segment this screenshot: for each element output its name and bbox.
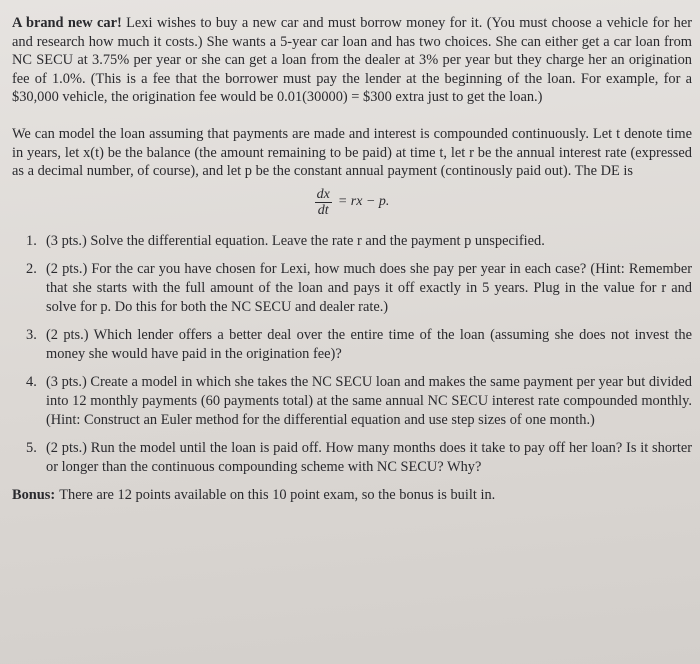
intro-paragraph (12, 14, 692, 107)
question-number: 2. (26, 261, 37, 278)
model-paragraph: We can model the loan assuming that payments are made and interest is compounded continuously. Let t denote time in years, let x(t) be the balance (the amount remaining to be paid) at time t, let r be the annual interest rate (expressed as a decimal number, of course), and let p be the constant annual payment (continously paid out). The DE is (12, 125, 692, 180)
question-item (12, 373, 692, 429)
question-text: (2 pts.) Run the model until the loan is paid off. How many months does it take to pay off her loan? Is it shorter or longer than the continuous compounding scheme with NC SECU? Why? (46, 440, 692, 475)
bonus-paragraph (12, 486, 692, 505)
question-text: (3 pts.) Solve the differential equation. Leave the rate r and the payment p unspecified. (46, 232, 545, 249)
eq-numerator: dx (316, 186, 330, 202)
intro-lead: A brand new car! (12, 15, 122, 31)
question-item (12, 439, 692, 476)
question-text: (3 pts.) Create a model in which she takes the NC SECU loan and makes the same payment per year but divided into 12 monthly payments (60 payments total) at the same annual NC SECU interest rate compounded monthly. (Hint: Construct an Euler method for the differential equation and use step sizes of one month.) (46, 374, 692, 428)
question-list (12, 232, 692, 477)
question-item (12, 260, 692, 316)
question-text: (2 pts.) For the car you have chosen for Lexi, how much does she pay per year in each case? (Hint: Remember that she starts with the full amount of the loan and pays it off exactly in 5 years. Plug in the value for r and solve for p. Do this for both the NC SECU and dealer rate.) (46, 261, 692, 315)
eq-rhs: = rx − p. (337, 193, 390, 209)
question-number: 4. (26, 374, 37, 391)
derivative-fraction (315, 187, 332, 218)
bonus-lead: Bonus: (12, 487, 56, 504)
question-number: 1. (26, 232, 37, 249)
bonus-text: There are 12 points available on this 10 point exam, so the bonus is built in. (59, 487, 496, 504)
eq-denominator: dt (317, 202, 329, 218)
question-number: 5. (26, 440, 37, 457)
intro-text: Lexi wishes to buy a new car and must borrow money for it. (You must choose a vehicle for her and research how much it costs.) She wants a 5-year car loan and has two choices. She can either get a car loan from NC SECU at 3.75% per year or she can get a loan from the dealer at 3% per year but they charge her an origination fee of 1.0%. (This is a fee that the borrower must pay the lender at the beginning of the loan. For example, for a $30,000 vehicle, the origination fee would be 0.01(30000) = $300 extra just to get the loan.) (12, 15, 693, 106)
question-number: 3. (26, 327, 37, 344)
differential-equation (12, 187, 692, 218)
question-item (12, 232, 692, 251)
question-text: (2 pts.) Which lender offers a better deal over the entire time of the loan (assuming she does not invest the money she would have paid in the origination fee)? (46, 327, 692, 362)
question-item (12, 326, 692, 363)
